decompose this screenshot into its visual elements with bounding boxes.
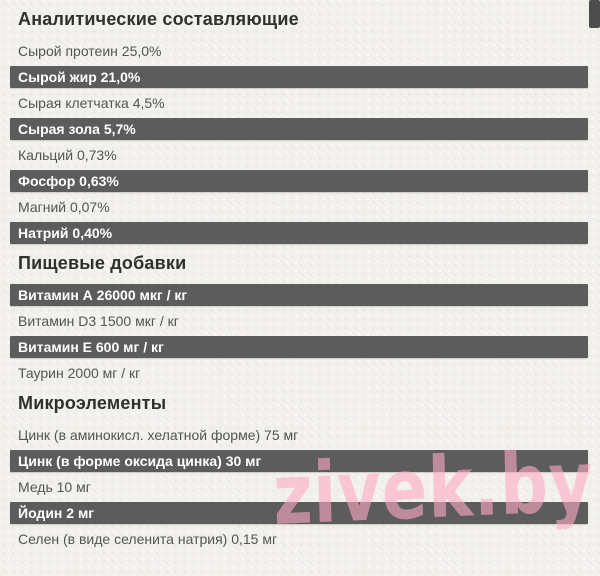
nutrition-row: Магний 0,07% <box>18 199 110 215</box>
nutrition-row: Натрий 0,40% <box>10 222 588 244</box>
nutrition-section <box>0 392 600 550</box>
nutrition-row: Сырой протеин 25,0% <box>18 43 162 59</box>
section-title: Пищевые добавки <box>18 253 187 273</box>
nutrition-row: Кальций 0,73% <box>18 147 117 163</box>
watermark: zivek.by <box>272 432 595 544</box>
scrollbar-thumb[interactable] <box>589 0 600 28</box>
nutrition-row: Селен (в виде селенита натрия) 0,15 мг <box>18 531 278 547</box>
nutrition-row: Витамин Е 600 мг / кг <box>10 336 588 358</box>
section-title: Микроэлементы <box>18 393 167 413</box>
nutrition-row: Витамин D3 1500 мкг / кг <box>18 313 179 329</box>
nutrition-row: Фосфор 0,63% <box>10 170 588 192</box>
nutrition-row: Сырой жир 21,0% <box>10 66 588 88</box>
nutrition-row: Цинк (в аминокисл. хелатной форме) 75 мг <box>18 427 299 443</box>
nutrition-row: Йодин 2 мг <box>10 502 588 524</box>
nutrition-row: Сырая клетчатка 4,5% <box>18 95 165 111</box>
nutrition-row: Сырая зола 5,7% <box>10 118 588 140</box>
nutrition-section <box>0 8 600 244</box>
nutrition-row: Медь 10 мг <box>18 479 91 495</box>
nutrition-row: Цинк (в форме оксида цинка) 30 мг <box>10 450 588 472</box>
scrollbar[interactable] <box>589 0 600 576</box>
nutrition-row: Таурин 2000 мг / кг <box>18 365 141 381</box>
nutrition-row: Витамин А 26000 мкг / кг <box>10 284 588 306</box>
nutrition-section <box>0 252 600 384</box>
section-title: Аналитические составляющие <box>18 9 299 29</box>
